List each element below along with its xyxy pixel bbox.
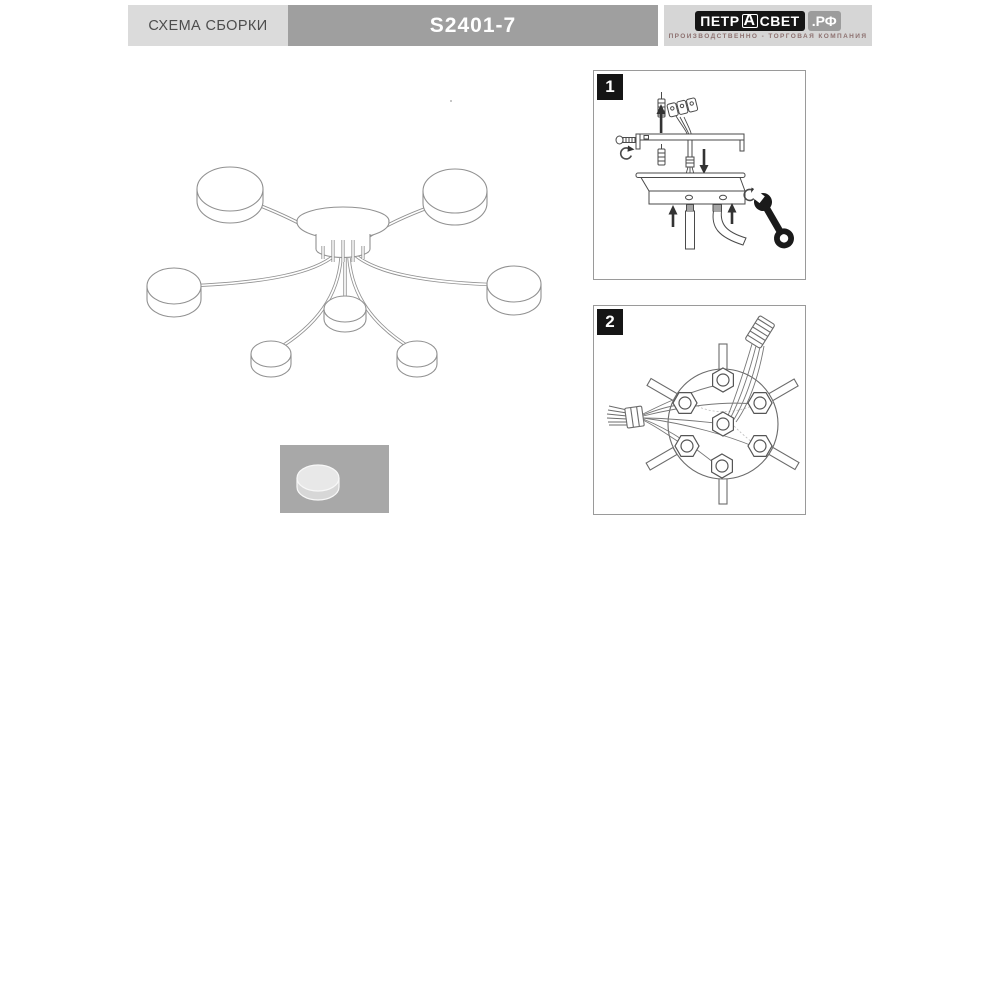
lamp-head-center <box>324 296 366 332</box>
terminal-block-icon <box>667 98 698 139</box>
ceiling-canopy <box>297 207 389 262</box>
step-number-badge: 2 <box>597 309 623 335</box>
header-section-title <box>128 5 288 46</box>
rotate-ccw-arrow-icon <box>621 146 635 159</box>
mounting-bracket <box>636 134 744 151</box>
screw-icon <box>616 136 635 144</box>
chandelier-drawing <box>130 90 570 420</box>
lamp-head <box>487 266 541 315</box>
brand-name-box <box>695 11 804 31</box>
brand-name-post: СВЕТ <box>759 12 800 29</box>
lamp-shade-detail <box>280 445 389 513</box>
hex-nut <box>748 393 772 414</box>
paper-speck <box>450 100 452 102</box>
header-logo-section <box>664 5 872 46</box>
header <box>128 5 872 46</box>
wrench-icon <box>746 183 797 252</box>
threaded-pipe <box>686 205 695 249</box>
wire-connector-left <box>607 406 644 428</box>
hex-nut-center <box>713 412 734 436</box>
scheme-title: СХЕМА СБОРКИ <box>148 17 268 34</box>
step-1-diagram <box>594 71 805 279</box>
hex-nut <box>675 436 699 457</box>
lamp-head <box>147 268 201 317</box>
wall-anchor-icon <box>658 144 665 165</box>
canopy <box>636 173 745 204</box>
hex-nut <box>713 368 734 392</box>
hex-nut <box>712 454 733 478</box>
threaded-rod <box>686 140 694 176</box>
lamp-head <box>397 341 437 377</box>
header-model-section <box>288 5 658 46</box>
brand-name-pre: ПЕТР <box>700 12 740 29</box>
up-arrow-icon <box>728 203 737 224</box>
hex-nut <box>673 393 697 414</box>
brand-domain-box: .РФ <box>808 11 841 31</box>
down-arrow-icon <box>700 149 709 174</box>
lamp-head <box>251 341 291 377</box>
step-2-diagram <box>594 306 805 514</box>
step-2-panel <box>593 305 806 515</box>
model-number: S2401-7 <box>429 13 517 37</box>
hex-nut <box>748 436 772 457</box>
up-arrow-icon <box>669 205 678 227</box>
lamp-detail-box <box>280 445 389 513</box>
brand-logo <box>695 11 840 31</box>
step-1-panel <box>593 70 806 280</box>
lamp-a-icon: А <box>743 11 756 29</box>
lamp-head <box>423 169 487 225</box>
brand-tagline: ПРОИЗВОДСТВЕННО - ТОРГОВАЯ КОМПАНИЯ <box>668 33 868 41</box>
step-number-badge: 1 <box>597 74 623 100</box>
lamp-head <box>197 167 263 223</box>
